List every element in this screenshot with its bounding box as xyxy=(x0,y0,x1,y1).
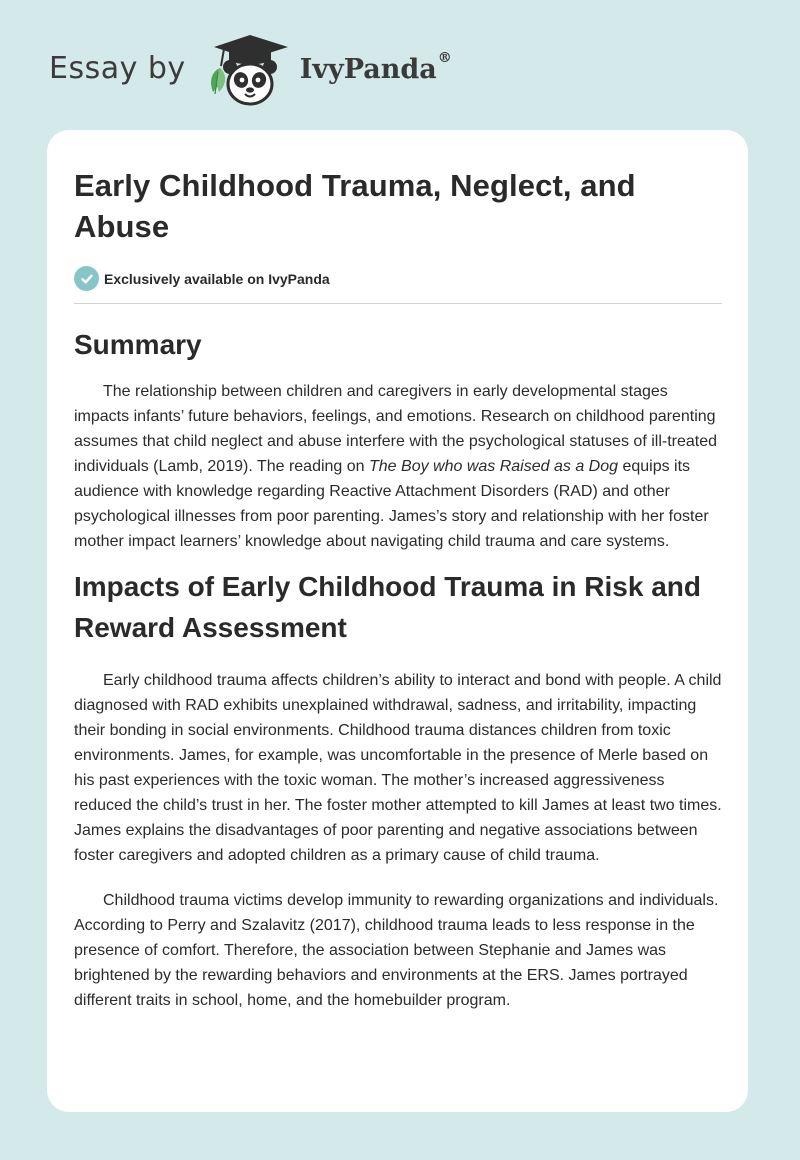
body-paragraph: Childhood trauma victims develop immunity to rewarding organizations and individuals. According to Perry and Szalavitz (2017), childhood trauma leads to less response in the presence of comfort. Therefore, the association between Stephanie and James was brightened by the rewarding behaviors and environments at the ERS. James portrayed different traits in school, home, and the homebuilder program. xyxy=(74,892,719,1009)
brand-prefix: Essay by xyxy=(49,50,186,86)
badge-label: Exclusively available on IvyPanda xyxy=(104,270,330,287)
page-title: Early Childhood Trauma, Neglect, and Abuse xyxy=(74,168,636,244)
panda-logo-icon xyxy=(202,34,298,108)
section-heading-summary: Summary xyxy=(74,329,202,360)
brand-name: IvyPanda® xyxy=(299,49,452,85)
summary-paragraph: The relationship between children and caregivers in early developmental stages impacts infants’ future behaviors, feelings, and emotions. Research on childhood parenting assumes that child neglect and abuse interfere with the psychological statuses of ill-treated individuals (Lamb, 2019). The reading on The Boy who was Raised as a Dog equips its audience with knowledge regarding Reactive Attachment Disorders (RAD) and other psychological illnesses from poor parenting. James’s story and relationship with her foster mother impact learners’ knowledge about navigating child trauma and care systems. xyxy=(74,383,718,550)
site-header xyxy=(49,34,452,108)
body-paragraph: Early childhood trauma affects children’s ability to interact and bond with people. A child diagnosed with RAD exhibits unexplained withdrawal, sadness, and irritability, impacting their bonding in social environments. Childhood trauma distances children from toxic environments. James, for example, was uncomfortable in the presence of Merle based on his past experiences with the toxic woman. The mother’s increased aggressiveness reduced the child’s trust in her. The foster mother attempted to kill James at least two times. James explains the disadvantages of poor parenting and negative associations between foster caregivers and adopted children as a primary cause of child trauma. xyxy=(74,672,722,864)
check-circle-icon xyxy=(74,266,99,291)
section-heading-impacts: Impacts of Early Childhood Trauma in Risk and Reward Assessment xyxy=(74,571,702,643)
exclusive-badge xyxy=(74,266,722,291)
brand-logo-link[interactable] xyxy=(202,34,452,108)
book-title-italic: The Boy who was Raised as a Dog xyxy=(369,458,619,475)
essay-card xyxy=(47,130,748,1112)
registered-mark: ® xyxy=(437,49,452,66)
divider xyxy=(74,303,722,304)
